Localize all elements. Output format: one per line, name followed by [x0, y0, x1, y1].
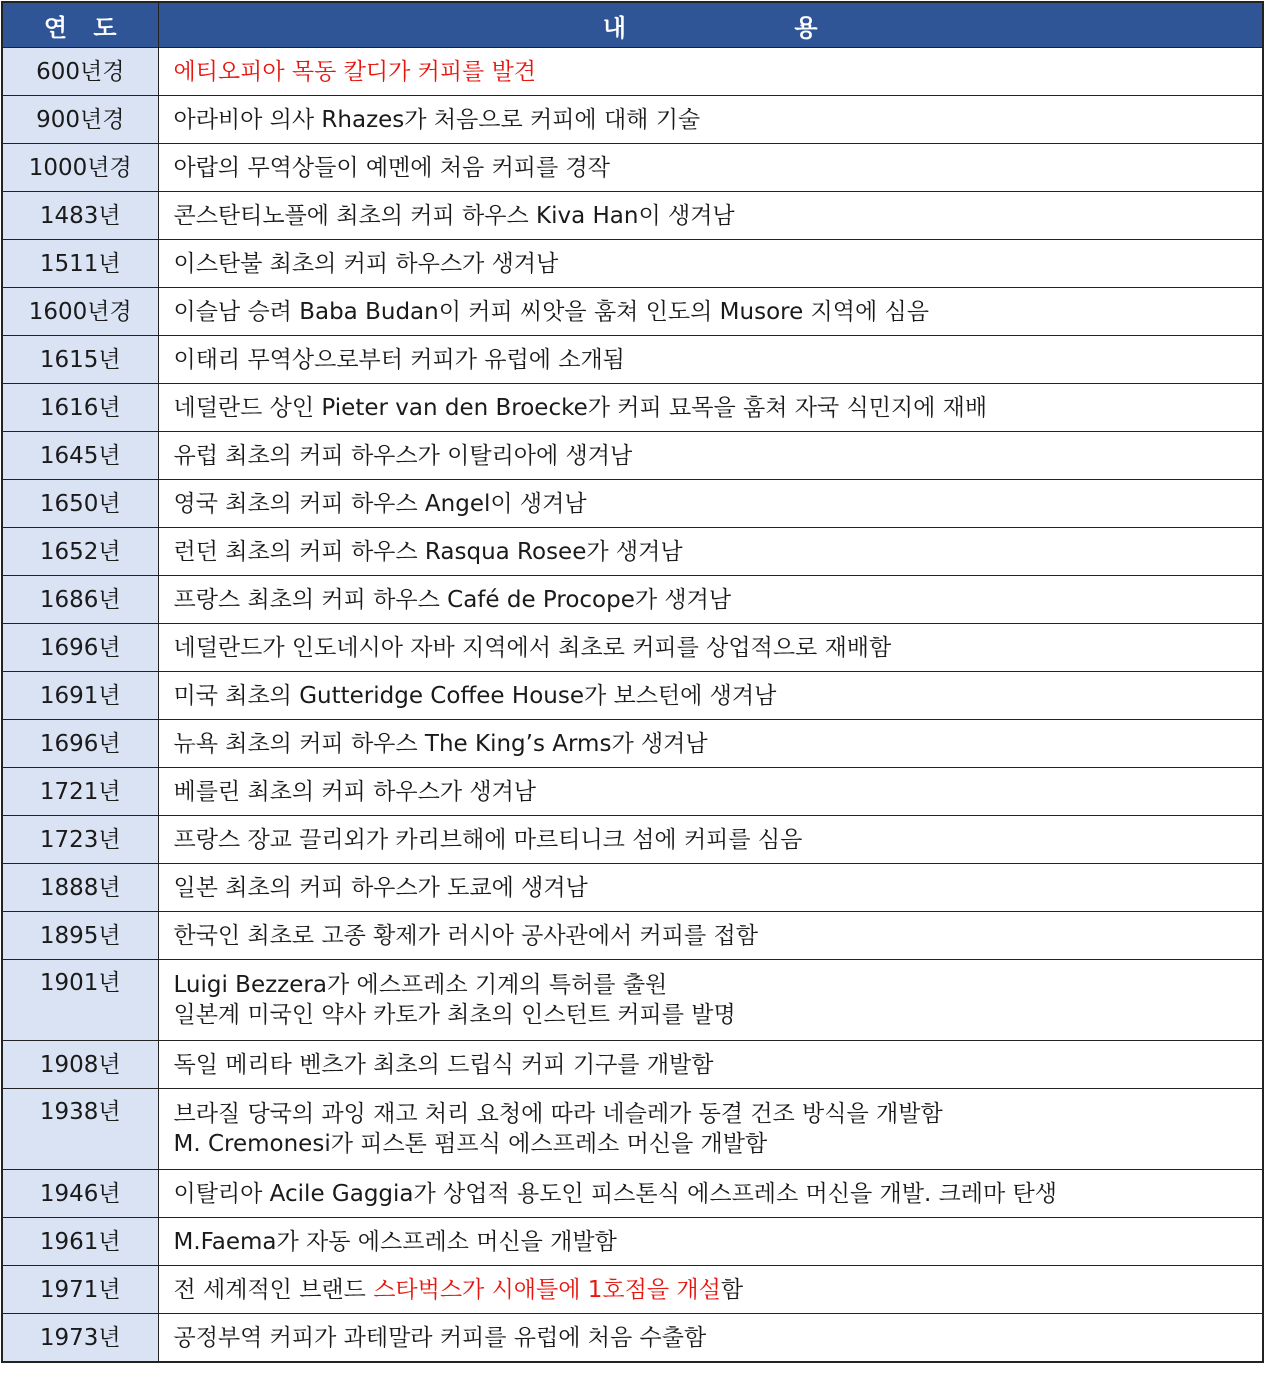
- table-row: [2, 1041, 1263, 1089]
- year-cell: 1686년: [2, 576, 158, 624]
- table-row: [2, 768, 1263, 816]
- description-cell: [158, 1266, 1263, 1314]
- description-line: [174, 970, 1263, 1000]
- table-row: [2, 816, 1263, 864]
- description-cell: [158, 768, 1263, 816]
- table-row: [2, 672, 1263, 720]
- description-cell: [158, 960, 1263, 1041]
- year-cell: 1691년: [2, 672, 158, 720]
- description-cell: [158, 528, 1263, 576]
- header-row: [2, 2, 1263, 48]
- year-cell: 1483년: [2, 192, 158, 240]
- year-cell: 1000년경: [2, 144, 158, 192]
- year-cell: 1696년: [2, 720, 158, 768]
- description-text: 영국 최초의 커피 하우스 Angel이 생겨남: [173, 490, 587, 517]
- year-cell: 1600년경: [2, 288, 158, 336]
- description-line: [174, 729, 1263, 759]
- description-line: [174, 681, 1263, 711]
- description-text: 네덜란드 상인 Pieter van den Broecke가 커피 묘목을 훔쳐 자국 식민지에 재배: [173, 394, 988, 421]
- description-cell: [158, 48, 1263, 96]
- description-text: 이스탄불 최초의 커피 하우스가 생겨남: [173, 250, 559, 277]
- table-row: [2, 1170, 1263, 1218]
- description-line: [174, 153, 1263, 183]
- description-line: [174, 1323, 1263, 1353]
- year-cell: 1961년: [2, 1218, 158, 1266]
- table-row: [2, 288, 1263, 336]
- description-cell: [158, 240, 1263, 288]
- description-text: 일본계 미국인 약사 카토가 최초의 인스턴트 커피를 발명: [173, 1002, 736, 1028]
- description-text: 전 세계적인 브랜드: [173, 1276, 374, 1303]
- year-cell: 1615년: [2, 336, 158, 384]
- description-text: 이탈리아 Acile Gaggia가 상업적 용도인 피스톤식 에스프레소 머신을 개발. 크레마 탄생: [173, 1180, 1057, 1207]
- description-text: 이태리 무역상으로부터 커피가 유럽에 소개됨: [173, 346, 625, 373]
- description-text: 아라비아 의사 Rhazes가 처음으로 커피에 대해 기술: [173, 106, 701, 133]
- year-cell: 1971년: [2, 1266, 158, 1314]
- description-text: 유럽 최초의 커피 하우스가 이탈리아에 생겨남: [173, 442, 633, 469]
- year-cell: 1973년: [2, 1314, 158, 1363]
- year-cell: 900년경: [2, 96, 158, 144]
- description-text: 뉴욕 최초의 커피 하우스 The King’s Arms가 생겨남: [173, 730, 708, 757]
- description-line: [174, 1000, 1263, 1030]
- description-line: [174, 201, 1263, 231]
- description-line: [174, 441, 1263, 471]
- description-line: [174, 537, 1263, 567]
- header-year-label: 연 도: [43, 13, 117, 42]
- description-line: [174, 1099, 1263, 1129]
- description-cell: [158, 912, 1263, 960]
- table-row: [2, 432, 1263, 480]
- description-text: 런던 최초의 커피 하우스 Rasqua Rosee가 생겨남: [173, 538, 683, 565]
- description-text: 이슬남 승려 Baba Budan이 커피 씨앗을 훔쳐 인도의 Musore 지역에 심음: [173, 298, 929, 325]
- year-cell: 1723년: [2, 816, 158, 864]
- description-line: [174, 393, 1263, 423]
- description-line: [174, 249, 1263, 279]
- description-cell: [158, 480, 1263, 528]
- description-text: 프랑스 장교 끌리외가 카리브해에 마르티니크 섬에 커피를 심음: [173, 826, 803, 853]
- table-row: [2, 960, 1263, 1041]
- header-year: [2, 2, 158, 48]
- description-text: 일본 최초의 커피 하우스가 도쿄에 생겨남: [173, 874, 588, 901]
- table-row: [2, 1218, 1263, 1266]
- table-row: [2, 96, 1263, 144]
- description-cell: [158, 96, 1263, 144]
- year-cell: 1908년: [2, 1041, 158, 1089]
- table-row: [2, 384, 1263, 432]
- description-cell: [158, 576, 1263, 624]
- description-text: 미국 최초의 Gutteridge Coffee House가 보스턴에 생겨남: [173, 682, 777, 709]
- description-text: M. Cremonesi가 피스톤 펌프식 에스프레소 머신을 개발함: [173, 1131, 768, 1157]
- table-row: [2, 720, 1263, 768]
- description-line: [174, 105, 1263, 135]
- description-line: [174, 921, 1263, 951]
- description-cell: [158, 432, 1263, 480]
- description-text: Luigi Bezzera가 에스프레소 기계의 특허를 출원: [173, 972, 668, 998]
- table-row: [2, 192, 1263, 240]
- description-line: [174, 1129, 1263, 1159]
- description-text: 아랍의 무역상들이 예멘에 처음 커피를 경작: [173, 154, 610, 181]
- description-text: 한국인 최초로 고종 황제가 러시아 공사관에서 커피를 접함: [173, 922, 758, 949]
- year-cell: 1652년: [2, 528, 158, 576]
- table-row: [2, 1314, 1263, 1363]
- year-cell: 1511년: [2, 240, 158, 288]
- description-line: [174, 1050, 1263, 1080]
- description-cell: [158, 1089, 1263, 1170]
- table-row: [2, 336, 1263, 384]
- header-content: [158, 2, 1263, 48]
- table-row: [2, 576, 1263, 624]
- table-row: [2, 48, 1263, 96]
- year-cell: 1616년: [2, 384, 158, 432]
- description-line: [174, 297, 1263, 327]
- table-row: [2, 528, 1263, 576]
- year-cell: 1895년: [2, 912, 158, 960]
- description-cell: [158, 1218, 1263, 1266]
- table-body: [2, 48, 1263, 1363]
- description-line: [174, 1179, 1263, 1209]
- description-cell: [158, 864, 1263, 912]
- header-content-label: 내 용: [602, 13, 818, 42]
- description-text: 브라질 당국의 과잉 재고 처리 요청에 따라 네슬레가 동결 건조 방식을 개발함: [173, 1101, 943, 1127]
- description-line: [174, 1275, 1263, 1305]
- description-cell: [158, 1314, 1263, 1363]
- description-cell: [158, 816, 1263, 864]
- description-cell: [158, 336, 1263, 384]
- table-row: [2, 240, 1263, 288]
- description-text: 독일 메리타 벤츠가 최초의 드립식 커피 기구를 개발함: [173, 1051, 714, 1078]
- description-text: 공정부역 커피가 과테말라 커피를 유럽에 처음 수출함: [173, 1324, 707, 1351]
- description-cell: [158, 192, 1263, 240]
- year-cell: 1946년: [2, 1170, 158, 1218]
- description-cell: [158, 720, 1263, 768]
- description-cell: [158, 384, 1263, 432]
- year-cell: 1901년: [2, 960, 158, 1041]
- year-cell: 1721년: [2, 768, 158, 816]
- table-header: [2, 2, 1263, 48]
- description-line: [174, 1227, 1263, 1257]
- year-cell: 600년경: [2, 48, 158, 96]
- highlighted-text: 스타벅스가 시애틀에 1호점을 개설: [373, 1276, 721, 1303]
- description-text: 네덜란드가 인도네시아 자바 지역에서 최초로 커피를 상업적으로 재배함: [173, 634, 892, 661]
- year-cell: 1888년: [2, 864, 158, 912]
- year-cell: 1938년: [2, 1089, 158, 1170]
- year-cell: 1696년: [2, 624, 158, 672]
- description-cell: [158, 672, 1263, 720]
- description-line: [174, 489, 1263, 519]
- description-line: [174, 57, 1263, 87]
- table-row: [2, 912, 1263, 960]
- description-cell: [158, 624, 1263, 672]
- table-row: [2, 1266, 1263, 1314]
- description-line: [174, 825, 1263, 855]
- description-text: M.Faema가 자동 에스프레소 머신을 개발함: [173, 1228, 617, 1255]
- description-cell: [158, 144, 1263, 192]
- description-text: 콘스탄티노플에 최초의 커피 하우스 Kiva Han이 생겨남: [173, 202, 735, 229]
- description-cell: [158, 1041, 1263, 1089]
- description-text: 프랑스 최초의 커피 하우스 Café de Procope가 생겨남: [173, 586, 732, 613]
- description-cell: [158, 1170, 1263, 1218]
- table-row: [2, 480, 1263, 528]
- description-line: [174, 777, 1263, 807]
- table-row: [2, 144, 1263, 192]
- description-line: [174, 585, 1263, 615]
- table-row: [2, 1089, 1263, 1170]
- description-line: [174, 873, 1263, 903]
- table-row: [2, 624, 1263, 672]
- coffee-history-table: [1, 1, 1264, 1363]
- description-line: [174, 345, 1263, 375]
- table-row: [2, 864, 1263, 912]
- description-text: 베를린 최초의 커피 하우스가 생겨남: [173, 778, 537, 805]
- description-line: [174, 633, 1263, 663]
- description-cell: [158, 288, 1263, 336]
- description-text: 함: [720, 1276, 744, 1303]
- year-cell: 1645년: [2, 432, 158, 480]
- highlighted-text: 에티오피아 목동 칼디가 커피를 발견: [173, 58, 537, 85]
- year-cell: 1650년: [2, 480, 158, 528]
